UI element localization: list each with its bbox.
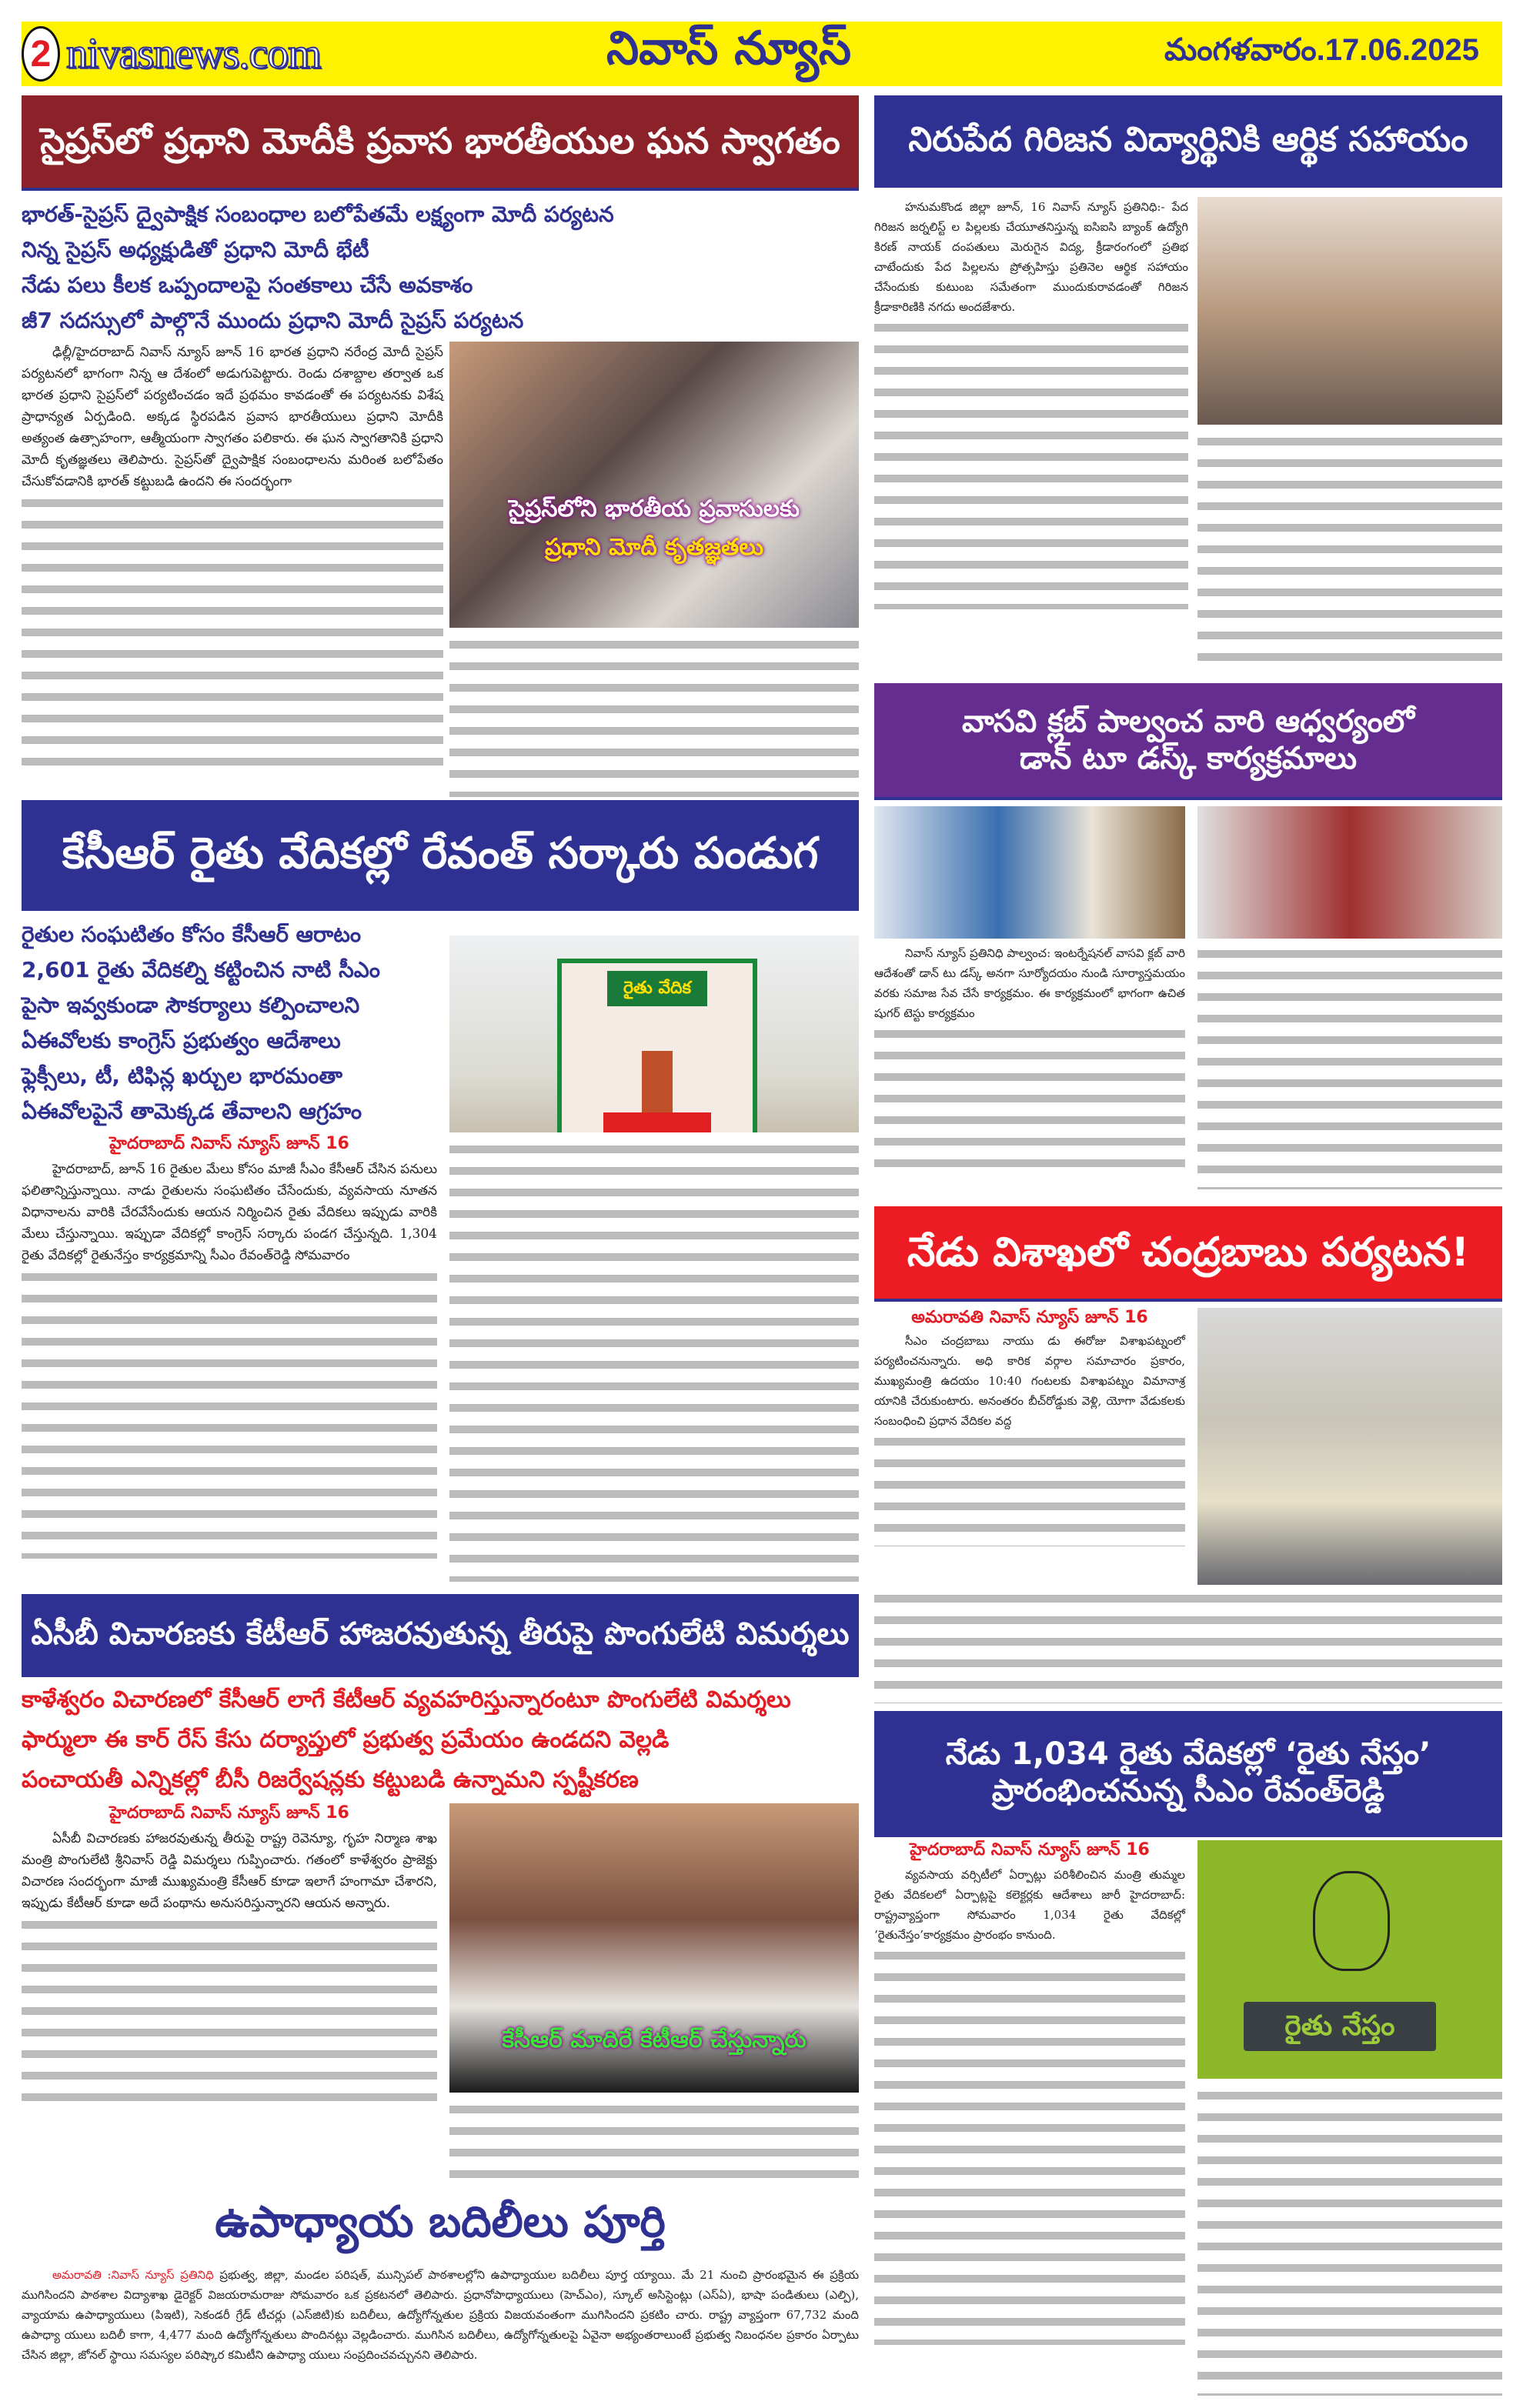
steps xyxy=(603,1112,711,1132)
chandrababu-headline: నేడు విశాఖలో చంద్రబాబు పర్యటన! xyxy=(874,1206,1502,1302)
vasavi-headline xyxy=(874,683,1502,800)
tribal-body xyxy=(874,197,1188,674)
subhead: పైసా ఇవ్వకుండా సౌకర్యాలు కల్పించాలని xyxy=(22,992,360,1018)
photo-caption: కేసీఆర్ మాదిరే కేటీఆర్ చేస్తున్నారు xyxy=(502,2026,807,2053)
kcr-headline: కేసీఆర్ రైతు వేదికల్లో రేవంత్ సర్కారు పండుగ xyxy=(22,800,859,911)
subhead: నేడు పలు కీలక ఒప్పందాలపై సంతకాలు చేసే అవకాశం xyxy=(22,272,473,298)
subhead: ఫార్ములా ఈ కార్ రేస్ కేసు దర్యాప్తులో ప్రభుత్వ ప్రమేయం ఉండదని వెల్లడి xyxy=(22,1726,670,1753)
photo-caption: ప్రధాని మోదీ కృతజ్ఞతలు xyxy=(544,534,764,561)
text-lines xyxy=(874,1023,1185,1177)
article-text: వ్యవసాయ వర్సిటీలో ఏర్పాట్లు పరిశీలించిన మంత్రి తుమ్మల రైతు వేదికలలో ఏర్పాట్లపై కలెక్టర్లకు ఆదేశాలు జారీ హైదరాబాద్: రాష్ట్రవ్యాప్తంగా సోమవారం 1,034 రైతు వేదికల్లో ‘రైతునేస్తం’కార్యక్రమం ప్రారంభం కానుంది. xyxy=(874,1868,1185,1942)
kcr-body-left xyxy=(22,1159,437,1582)
headline-line: డాన్ టూ డస్క్ కార్యక్రమాలు xyxy=(1019,741,1358,776)
rythu-vedika-photo xyxy=(449,936,859,1132)
vasavi-body xyxy=(874,943,1185,1189)
modi-headline: సైప్రస్‌లో ప్రధాని మోదీకి ప్రవాస భారతీయుల ఘన స్వాగతం xyxy=(22,95,859,191)
modi-body xyxy=(22,342,443,800)
subhead: ఏఈవోలకు కాంగ్రెస్ ప్రభుత్వం ఆదేశాలు xyxy=(22,1028,341,1053)
subhead: ఏఈవోలపైనే తామెక్కడ తేవాలని ఆగ్రహం xyxy=(22,1099,362,1124)
chandrababu-photo xyxy=(1197,1308,1502,1585)
subhead: జీ7 సదస్సులో పాల్గొనే ముందు ప్రధాని మోదీ సైప్రస్ పర్యటన xyxy=(22,308,524,333)
vasavi-photo-1 xyxy=(874,806,1185,939)
tribal-headline: నిరుపేద గిరిజన విద్యార్థినికి ఆర్థిక సహాయం xyxy=(874,95,1502,188)
logo-text: రైతు నేస్తం xyxy=(1244,2002,1436,2051)
farmer-icon xyxy=(1313,1871,1390,1971)
article-text: హైదరాబాద్, జూన్ 16 రైతుల మేలు కోసం మాజీ సీఎం కేసీఆర్ చేసిన పనులు ఫలితాన్నిస్తున్నాయి. నాడు రైతులను సంఘటితం చేసేందుకు, వ్యవసాయ నూతన విధానాలను వారికి చేరవేసేందుకు ఆయన నిర్మించిన రైతు వేదికలు ఇప్పుడు వారికి మేలు చేస్తున్నాయి. ఇప్పుడా వేదికల్లో కాంగ్రెస్ సర్కారు పండగ చేస్తున్నది. 1,304 రైతు వేదికల్లో రైతునేస్తం కార్యక్రమాన్ని సీఎం రేవంత్‌రెడ్డి సోమవారం xyxy=(22,1162,437,1263)
kcr-subheads xyxy=(22,917,437,1129)
rythu-dateline: హైదరాబాద్ నివాస్ న్యూస్ జూన్ 16 xyxy=(910,1840,1150,1859)
text-lines xyxy=(22,1266,437,1559)
article-text: ఢిల్లీ/హైదరాబాద్ నివాస్ న్యూస్ జూన్ 16 భారత ప్రధాని నరేంద్ర మోదీ సైప్రస్ పర్యటనలో భాగంగా నిన్న ఆ దేశంలో అడుగుపెట్టారు. రెండు దశాబ్దాల తర్వాత ఒక భారత ప్రధాని సైప్రస్‌లో పర్యటించడం ఇదే ప్రథమం కావడంతో ఈ పర్యటనకు విశేష ప్రాధాన్యత ఏర్పడింది. అక్కడ స్థిరపడిన ప్రవాస భారతీయులు ప్రధాని మోదీకి అత్యంత ఉత్సాహంగా, ఆత్మీయంగా స్వాగతం పలికారు. ఈ ఘన స్వాగతానికి ప్రధాని మోదీ కృతజ్ఞతలు తెలిపారు. సైప్రస్‌తో ద్వైపాక్షిక సంబంధాలను మరింత బలోపేతం చేసుకోవడానికి భారత్ కట్టుబడి ఉందని ఈ సందర్భంగా xyxy=(22,345,443,489)
site-name[interactable]: nivasnews.com xyxy=(66,30,321,78)
acb-headline: ఏసీబీ విచారణకు కేటీఆర్ హాజరవుతున్న తీరుపై పొంగులేటి విమర్శలు xyxy=(22,1594,859,1677)
text-lines xyxy=(1197,2085,1502,2396)
subhead: నిన్న సైప్రస్ అధ్యక్షుడితో ప్రధాని మోదీ భేటీ xyxy=(22,237,369,262)
modi-photo xyxy=(449,342,859,628)
subhead: రైతుల సంఘటితం కోసం కేసీఆర్ ఆరాటం xyxy=(22,922,362,947)
text-lines xyxy=(874,317,1188,609)
text-lines xyxy=(874,1945,1185,2345)
paper-logo: నివాస్ న్యూస్ xyxy=(606,22,851,75)
article-text: హనుమకొండ జిల్లా జూన్, 16 నివాస్ న్యూస్ ప్రతినిధి:- పేద గిరిజన జర్నలిస్ట్ ల పిల్లలకు చేయూతనిస్తున్న ఐసిఐసి బ్యాంక్ ఉద్యోగి కిరణ్ నాయక్ దంపతులు మెరుగైన విద్య, క్రీడారంగంలో ప్రతిభ చాటేందుకు పేద పిల్లలను ప్రోత్సహిస్తు ప్రతినెల ఆర్థిక సహాయం చేసేందుకు కుటుంబ సమేతంగా ముందుకురావడంతో గిరిజన క్రీడాకారిణికి నగదు అందజేశారు. xyxy=(874,200,1188,314)
tribal-photo xyxy=(1197,197,1502,425)
text-lines xyxy=(22,1914,437,2106)
subhead: 2,601 రైతు వేదికల్ని కట్టించిన నాటి సీఎం xyxy=(22,957,380,982)
text-lines xyxy=(1197,943,1502,1189)
masthead xyxy=(22,22,1502,86)
text-lines xyxy=(1197,431,1502,674)
vasavi-photo-2 xyxy=(1197,806,1502,939)
headline-line: ప్రారంభించనున్న సీఎం రేవంత్‌రెడ్డి xyxy=(991,1773,1385,1809)
article-text: నివాస్ న్యూస్ ప్రతినిధి పాల్వంచ: ఇంటర్నేషనల్ వాసవి క్లబ్ వారి ఆదేశంతో డాన్ టు డస్క్ అనగా సూర్యోదయం నుండి సూర్యాస్తమయం వరకు సమాజ సేవ చేసే కార్యక్రమం. ఈ కార్యక్రమంలో భాగంగా ఉచిత షుగర్ టెస్టు కార్యక్రమం xyxy=(874,946,1185,1020)
acb-dateline: హైదరాబాద్ నివాస్ న్యూస్ జూన్ 16 xyxy=(109,1803,349,1823)
teachers-lead: అమరావతి :నివాస్ న్యూస్ ప్రతినిధి xyxy=(52,2268,214,2282)
chandrababu-dateline: అమరావతి నివాస్ న్యూస్ జూన్ 16 xyxy=(911,1308,1148,1327)
door xyxy=(642,1051,673,1112)
text-lines xyxy=(449,634,859,797)
text-lines xyxy=(874,1588,1502,1703)
text-lines xyxy=(449,2099,859,2185)
subhead: భారత్-సైప్రస్ ద్వైపాక్షిక సంబంధాల బలోపేతమే లక్ష్యంగా మోదీ పర్యటన xyxy=(22,202,614,227)
article-text: ప్రభుత్వ, జిల్లా, మండల పరిషత్, మున్సిపల్ పాఠశాలల్లోని ఉపాధ్యాయుల బదిలీలు పూర్త య్యాయి. మే 21 నుంచి ప్రారంభమైన ఈ ప్రక్రియ ముగిసిందని పాఠశాల విద్యాశాఖ డైరెక్టర్ విజయరామరాజు సోమవారం ఒక ప్రకటనలో తెలిపారు. ప్రధానోపాధ్యాయులు (హెచ్‌ఎం), స్కూల్ అసిస్టెంట్లు (ఎస్ఏ), భాషా పండితులు (ఎల్పి), వ్యాయామ ఉపాధ్యాయులు (పిఇటి), సెకండరీ గ్రేడ్ టీచర్లు (ఎస్‌జిటి)కు బదిలీలు, ఉద్యోగోన్నతుల ప్రక్రియ విజయవంతంగా ముగిసిందని ప్రకటిం చారు. రాష్ట్ర వ్యాప్తంగా 67,732 మంది ఉపాధ్యా యులు బదిలీ కాగా, 4,477 మంది ఉద్యోగోన్నతులు పొందినట్లు వెల్లడించారు. ముగిసిన బదిలీలు, ఉద్యోగోన్నతులపై ఏవైనా అభ్యంతరాలుంటే ప్రభుత్వ నిబంధనల ప్రకారం ఏర్పాటు చేసిన జిల్లా, జోనల్ స్థాయి సమస్యల పరిష్కార కమిటీని ఉపాధ్యా యులు సంప్రదించవచ్చునని తెలిపారు. xyxy=(22,2268,860,2362)
subhead: కాళేశ్వరం విచారణలో కేసీఆర్ లాగే కేటీఆర్ వ్యవహరిస్తున్నారంటూ పొంగులేటి విమర్శలు xyxy=(22,1686,791,1713)
text-lines xyxy=(449,1139,859,1582)
page-number: 2 xyxy=(22,26,60,82)
rythu-body xyxy=(874,1865,1185,2396)
headline-line: నేడు 1,034 రైతు వేదికల్లో ‘రైతు నేస్తం’ xyxy=(945,1736,1431,1772)
building-sign: రైతు వేదిక xyxy=(607,971,707,1006)
photo-caption: సైప్రస్‌లోని భారతీయ ప్రవాసులకు xyxy=(508,495,800,522)
article-text: సీఎం చంద్రబాబు నాయు డు ఈరోజు విశాఖపట్నంలో పర్యటించనున్నారు. అధి కారిక వర్గాల సమాచారం ప్రకారం, ముఖ్యమంత్రి ఉదయం 10:40 గంటలకు విశాఖపట్నం విమానాశ్ర యానికి చేరుకుంటారు. అనంతరం బీచ్‌రోడ్డుకు వెళ్లి, యోగా వేడుకలకు సంబంధించి ప్రధాన వేదికల వద్ద xyxy=(874,1334,1185,1428)
teachers-body xyxy=(22,2265,859,2365)
rythu-nestam-logo xyxy=(1197,1840,1502,2079)
acb-body xyxy=(22,1828,437,2182)
teachers-headline: ఉపాధ్యాయ బదిలీలు పూర్తి xyxy=(215,2197,666,2247)
headline-line: వాసవి క్లబ్ పాల్వంచ వారి ఆధ్వర్యంలో xyxy=(962,704,1414,739)
issue-date: మంగళవారం.17.06.2025 xyxy=(1164,32,1479,67)
modi-subheads xyxy=(22,197,859,339)
ktr-photo xyxy=(449,1803,859,2093)
text-lines xyxy=(874,1431,1185,1546)
text-lines xyxy=(22,492,443,769)
acb-subheads xyxy=(22,1680,859,1800)
subhead: ఫ్లెక్సీలు, టీ, టిఫిన్ల ఖర్చుల భారమంతా xyxy=(22,1063,342,1089)
subhead: పంచాయతీ ఎన్నికల్లో బీసీ రిజర్వేషన్లకు కట్టుబడి ఉన్నామని స్పష్టీకరణ xyxy=(22,1766,639,1793)
rythu-nestam-headline xyxy=(874,1711,1502,1837)
kcr-dateline: హైదరాబాద్ నివాస్ న్యూస్ జూన్ 16 xyxy=(109,1134,349,1153)
article-text: ఏసీబీ విచారణకు హాజరవుతున్న తీరుపై రాష్ట్ర రెవెన్యూ, గృహ నిర్మాణ శాఖ మంత్రి పొంగులేటి శ్రీనివాస్ రెడ్డి విమర్శలు గుప్పించారు. గతంలో కాళేశ్వరం ప్రాజెక్టు విచారణ సందర్భంగా మాజీ ముఖ్యమంత్రి కేసీఆర్ కూడా ఇలాగే హంగామా చేశారని, ఇప్పుడు కేటీఆర్ కూడా అదే పంథాను అనుసరిస్తున్నారని ఆయన అన్నారు. xyxy=(22,1831,437,1911)
chandrababu-body xyxy=(874,1331,1185,1585)
